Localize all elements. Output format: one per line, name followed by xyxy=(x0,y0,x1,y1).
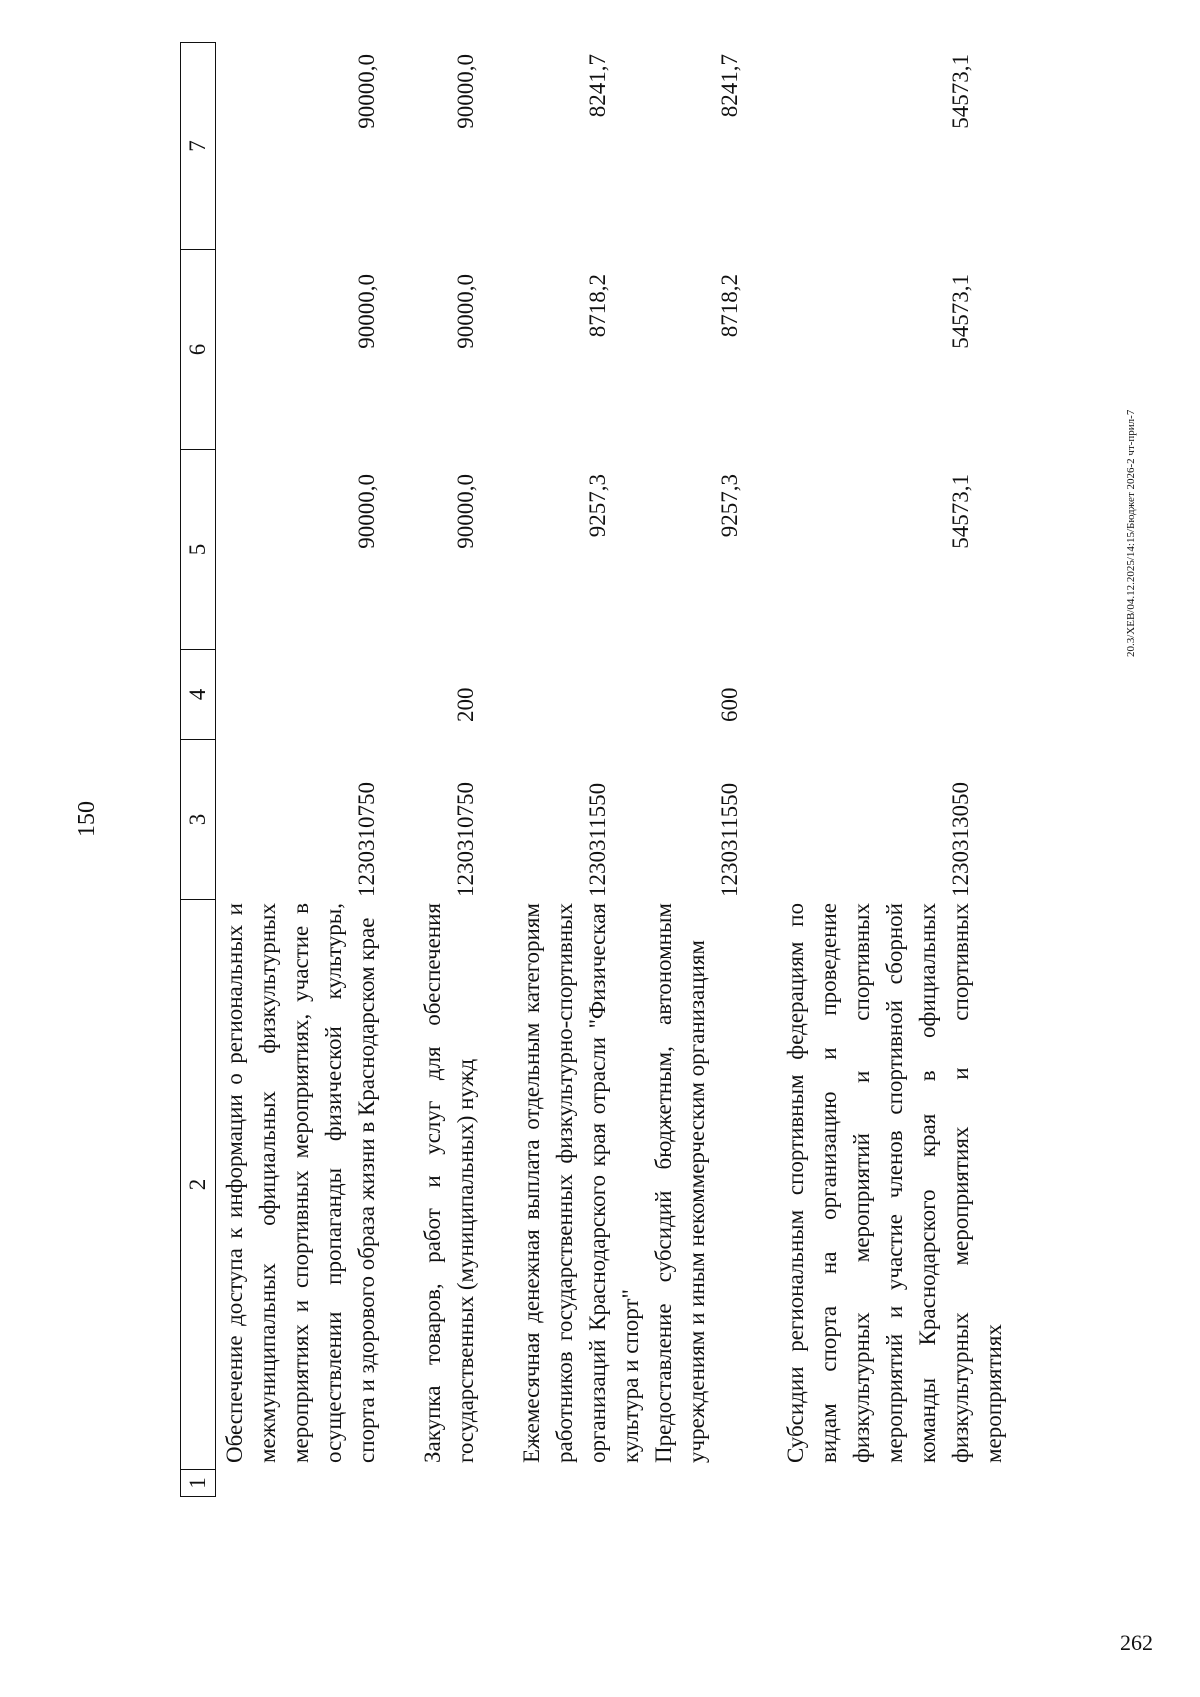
row-3-type: 600 xyxy=(717,687,742,722)
row-3-value-6: 8718,2 xyxy=(717,274,742,338)
header-col-3: 3 xyxy=(180,739,216,899)
row-0-description: Обеспечение доступа к информации о региональных и межмуниципальных официальных физкультурных мероприятиях и спортивных мероприятиях, участие в осуществлении пропаганды физической культуры, спорта и здорового образа жизни в Краснодарском крае xyxy=(222,903,379,1463)
header-col-7: 7 xyxy=(180,42,216,249)
row-4-code: 1230313050 xyxy=(948,782,973,897)
row-1-code: 1230310750 xyxy=(453,782,478,897)
row-1-value-6: 90000,0 xyxy=(453,274,478,349)
sheet-number: 262 xyxy=(1120,1630,1153,1655)
header-col-4: 4 xyxy=(180,649,216,739)
row-3-value-7: 8241,7 xyxy=(717,54,742,118)
row-2-value-6: 8718,2 xyxy=(585,274,610,338)
row-0-value-7: 90000,0 xyxy=(354,54,379,129)
row-4-value-5: 54573,1 xyxy=(948,474,973,549)
header-col-5: 5 xyxy=(180,449,216,649)
row-0-value-5: 90000,0 xyxy=(354,474,379,549)
row-1-value-7: 90000,0 xyxy=(453,54,478,129)
row-1-description: Закупка товаров, работ и услуг для обеспечения государственных (муниципальных) нужд xyxy=(420,903,478,1463)
row-1-type: 200 xyxy=(453,687,478,722)
row-3-description: Предоставление субсидий бюджетным, автономным учреждениям и иным некоммерческим организациям xyxy=(651,903,709,1463)
budget-table xyxy=(180,42,1160,1497)
row-4-value-6: 54573,1 xyxy=(948,274,973,349)
row-1-value-5: 90000,0 xyxy=(453,474,478,549)
row-4-value-7: 54573,1 xyxy=(948,54,973,129)
row-3-code: 1230311550 xyxy=(717,782,742,897)
document-stamp: 20.3/ХЕВ/04.12.2025/14:15/Бюджет 2026-2 чт-прил-7 xyxy=(1125,409,1137,657)
row-2-description: Ежемесячная денежная выплата отдельным категориям работников государственных физкультурно-спортивных организаций Краснодарского края отрасли "Физическая культура и спорт" xyxy=(519,903,643,1463)
row-4-description: Субсидии региональным спортивным федерациям по видам спорта на организацию и проведение физкультурных мероприятий и спортивных мероприятий и участие членов спортивной сборной команды Краснодарского края в официальных физкультурных мероприятиях и спортивных мероприятиях xyxy=(783,903,1006,1463)
row-2-value-7: 8241,7 xyxy=(585,54,610,118)
row-2-value-5: 9257,3 xyxy=(585,474,610,538)
header-col-6: 6 xyxy=(180,249,216,449)
header-col-1: 1 xyxy=(180,1469,216,1497)
row-0-code: 1230310750 xyxy=(354,782,379,897)
row-3-value-5: 9257,3 xyxy=(717,474,742,538)
row-0-value-6: 90000,0 xyxy=(354,274,379,349)
page-number: 150 xyxy=(74,801,100,837)
row-2-code: 1230311550 xyxy=(585,782,610,897)
header-col-2: 2 xyxy=(180,899,216,1469)
